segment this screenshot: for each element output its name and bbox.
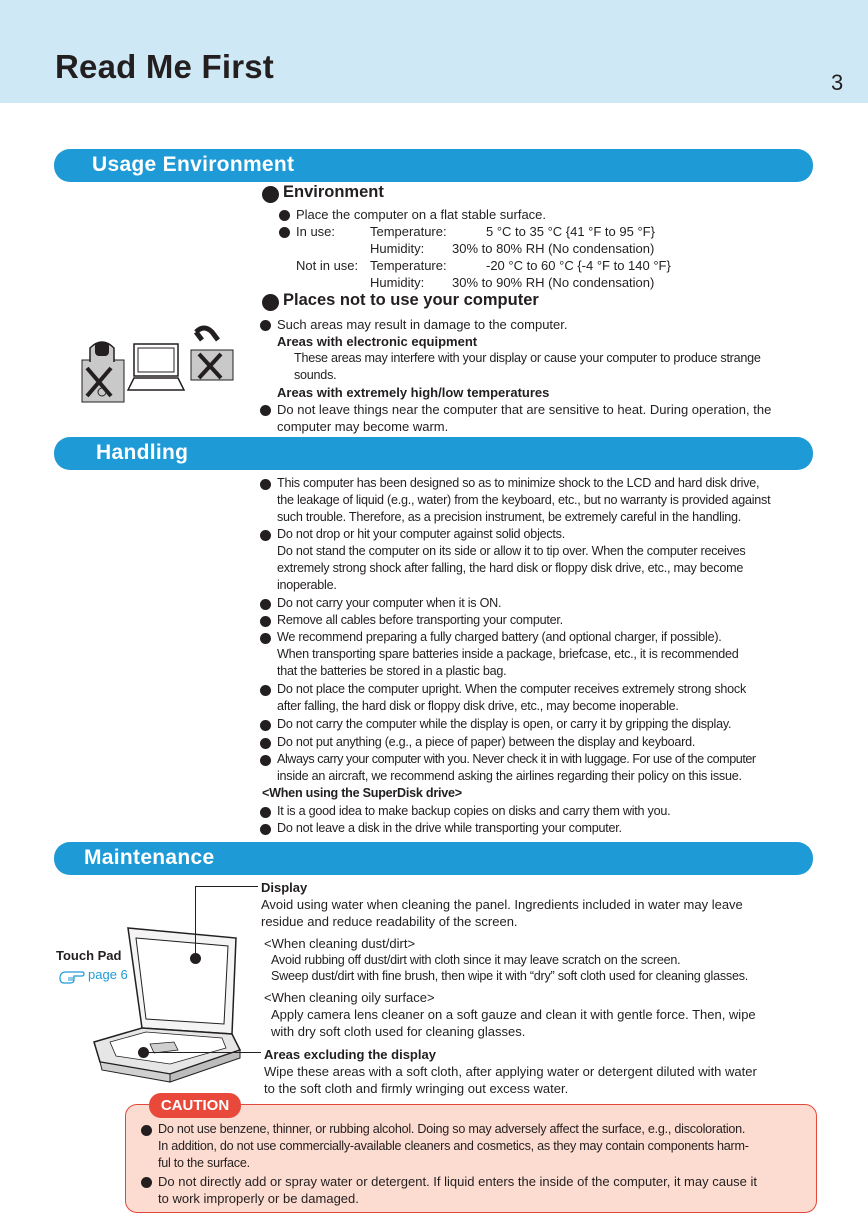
areas-excluding-text: to the soft cloth and firmly wringing out excess water. [264, 1081, 569, 1096]
in-use-humidity-value: 30% to 80% RH (No condensation) [452, 241, 655, 256]
display-leader-line [195, 886, 196, 958]
handling-text: extremely strong shock after falling, the hard disk or floppy disk drive, etc., may become [277, 561, 744, 575]
handling-text: We recommend preparing a fully charged battery (and optional charger, if possible). [277, 630, 722, 644]
handling-text: inoperable. [277, 578, 337, 592]
in-use-label: In use: [296, 224, 336, 239]
bullet-icon [260, 320, 271, 331]
heat-text: computer may become warm. [277, 419, 449, 434]
bullet-icon [260, 807, 271, 818]
display-text: Avoid using water when cleaning the panel. Ingredients included in water may leave [261, 897, 743, 912]
leader-dot [138, 1047, 149, 1058]
handling-text: Do not carry your computer when it is ON. [277, 596, 502, 610]
display-text: residue and reduce readability of the screen. [261, 914, 518, 929]
bullet-icon [141, 1177, 152, 1188]
handling-text: inside an aircraft, we recommend asking the airlines regarding their policy on this issue. [277, 769, 742, 783]
heat-text: Do not leave things near the computer that are sensitive to heat. During operation, the [277, 402, 772, 417]
pointing-hand-icon [58, 964, 86, 984]
oily-text: with dry soft cloth used for cleaning glasses. [271, 1024, 526, 1039]
areas-excluding-heading: Areas excluding the display [264, 1047, 436, 1062]
bullet-icon [260, 599, 271, 610]
bullet-icon [260, 479, 271, 490]
superdisk-heading: <When using the SuperDisk drive> [262, 786, 462, 800]
handling-text: Remove all cables before transporting your computer. [277, 613, 563, 627]
dust-text: Sweep dust/dirt with fine brush, then wipe it with “dry” soft cloth used for cleaning glasses. [271, 969, 748, 983]
temperature-label: Temperature: [370, 224, 447, 239]
bullet-icon [279, 227, 290, 238]
electronic-text: sounds. [294, 368, 337, 382]
bullet-icon [279, 210, 290, 221]
handling-text: such trouble. Therefore, as a precision instrument, be extremely careful in the handling. [277, 510, 742, 524]
bullet-icon [262, 186, 279, 203]
bullet-icon [262, 294, 279, 311]
magnet-speaker-icon [191, 328, 233, 380]
handling-text: Do not stand the computer on its side or allow it to tip over. When the computer receives [277, 544, 746, 558]
handling-text: This computer has been designed so as to minimize shock to the LCD and hard disk drive, [277, 476, 760, 490]
not-in-use-temperature-value: -20 °C to 60 °C {-4 °F to 140 °F} [486, 258, 671, 273]
handling-text: Do not carry the computer while the display is open, or carry it by gripping the display. [277, 717, 732, 731]
dust-text: Avoid rubbing off dust/dirt with cloth since it may leave scratch on the screen. [271, 953, 681, 967]
handling-text: after falling, the hard disk or floppy disk drive, etc., may become inoperable. [277, 699, 679, 713]
not-in-use-humidity-value: 30% to 90% RH (No condensation) [452, 275, 655, 290]
areas-leader-line [143, 1052, 261, 1053]
electronic-text: These areas may interfere with your display or cause your computer to produce strange [294, 351, 761, 365]
bullet-icon [260, 685, 271, 696]
electronic-heading: Areas with electronic equipment [277, 334, 478, 349]
display-heading: Display [261, 880, 308, 895]
section-heading: Handling [96, 441, 189, 464]
handling-text: that the batteries be stored in a plastic bag. [277, 664, 507, 678]
caution-text: ful to the surface. [158, 1156, 250, 1170]
handling-text: Do not place the computer upright. When the computer receives extremely strong shock [277, 682, 746, 696]
places-heading: Places not to use your computer [283, 291, 539, 309]
caution-label: CAUTION [149, 1093, 241, 1118]
caution-text: Do not use benzene, thinner, or rubbing alcohol. Doing so may adversely affect the surface, e.g., discoloration. [158, 1122, 746, 1136]
laptop-icon [128, 344, 184, 390]
handling-text: Do not leave a disk in the drive while transporting your computer. [277, 821, 622, 835]
bullet-icon [260, 738, 271, 749]
areas-excluding-text: Wipe these areas with a soft cloth, after applying water or detergent diluted with water [264, 1064, 757, 1079]
bullet-icon [260, 530, 271, 541]
oily-heading: <When cleaning oily surface> [264, 990, 435, 1005]
bullet-icon [260, 720, 271, 731]
section-heading: Maintenance [84, 846, 215, 869]
temperature-label: Temperature: [370, 258, 447, 273]
display-leader-line [195, 886, 258, 887]
handling-text: Do not drop or hit your computer against solid objects. [277, 527, 565, 541]
page-reference-link[interactable]: page 6 [88, 967, 128, 982]
caution-text: Do not directly add or spray water or detergent. If liquid enters the inside of the computer, it may cause it [158, 1174, 758, 1189]
in-use-temperature-value: 5 °C to 35 °C {41 °F to 95 °F} [486, 224, 655, 239]
env-place-text: Place the computer on a flat stable surface. [296, 207, 547, 222]
environment-heading: Environment [283, 183, 384, 201]
handling-text: Always carry your computer with you. Never check it in with luggage. For use of the computer [277, 752, 756, 766]
section-heading: Usage Environment [92, 153, 295, 176]
section-bar-handling [54, 437, 813, 470]
page-title: Read Me First [55, 48, 274, 85]
temperature-areas-heading: Areas with extremely high/low temperatures [277, 385, 550, 400]
avoid-electronics-illustration [78, 322, 236, 404]
not-in-use-label: Not in use: [296, 258, 359, 273]
bullet-icon [260, 405, 271, 416]
leader-dot [190, 953, 201, 964]
section-bar-usage-environment [54, 149, 813, 182]
dust-heading: <When cleaning dust/dirt> [264, 936, 416, 951]
oily-text: Apply camera lens cleaner on a soft gauze and clean it with gentle force. Then, wipe [271, 1007, 756, 1022]
page-number: 3 [831, 70, 844, 95]
handling-text: the leakage of liquid (e.g., water) from the keyboard, etc., but no warranty is provided against [277, 493, 771, 507]
section-bar-maintenance [54, 842, 813, 875]
caution-text: In addition, do not use commercially-available cleaners and cosmetics, as they may contain components harm- [158, 1139, 749, 1153]
humidity-label: Humidity: [370, 275, 425, 290]
bullet-icon [260, 755, 271, 766]
places-intro: Such areas may result in damage to the computer. [277, 317, 568, 332]
bullet-icon [260, 616, 271, 627]
handling-text: Do not put anything (e.g., a piece of paper) between the display and keyboard. [277, 735, 696, 749]
handling-text: When transporting spare batteries inside a package, briefcase, etc., it is recommended [277, 647, 739, 661]
bullet-icon [141, 1125, 152, 1136]
caution-text: to work improperly or be damaged. [158, 1191, 359, 1206]
bullet-icon [260, 633, 271, 644]
humidity-label: Humidity: [370, 241, 425, 256]
touch-pad-label: Touch Pad [56, 948, 122, 963]
bullet-icon [260, 824, 271, 835]
handling-text: It is a good idea to make backup copies on disks and carry them with you. [277, 804, 671, 818]
